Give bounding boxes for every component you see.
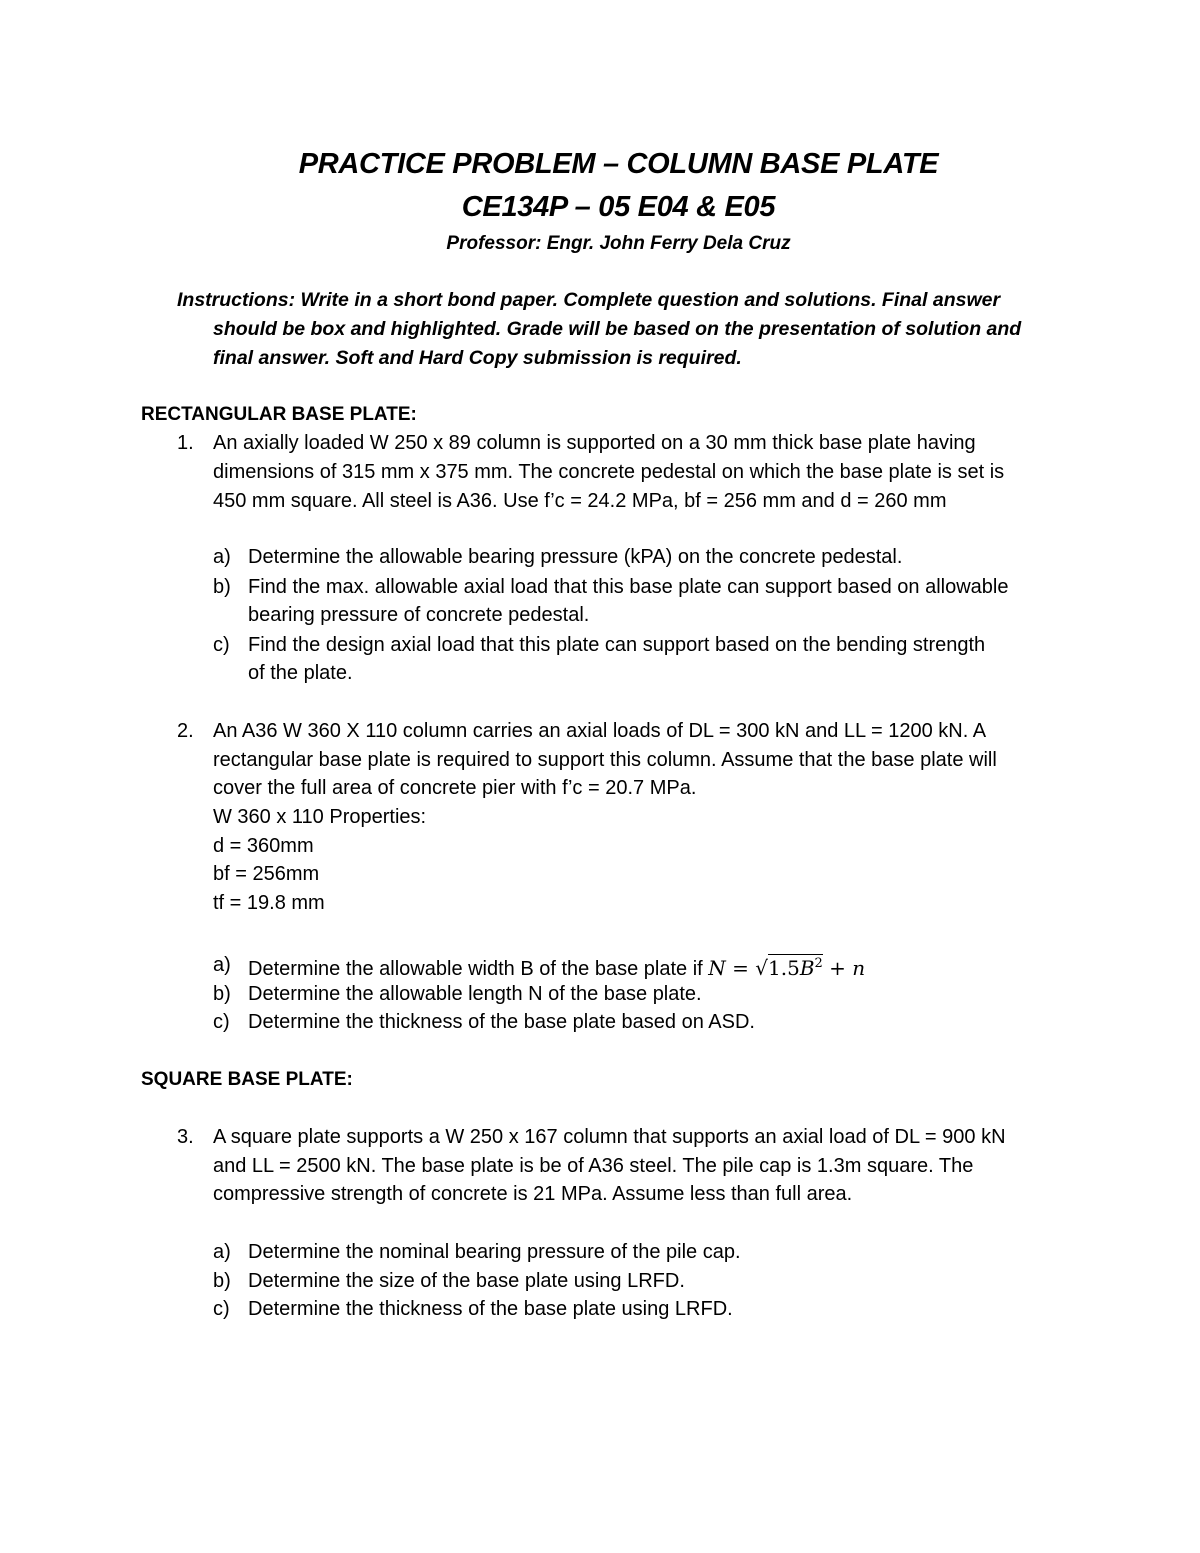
width-formula: $N = √1.5B^2 + n$ — [708, 956, 866, 980]
problem-2-part-a — [248, 954, 865, 981]
problem-3-line-3: compressive strength of concrete is 21 MPa. Assume less than full area. — [213, 1183, 853, 1205]
problem-2-part-c: Determine the thickness of the base plate based on ASD. — [248, 1011, 755, 1033]
problem-number: 2. — [177, 720, 194, 742]
instructions-line-1: Instructions: Write in a short bond paper. Complete question and solutions. Final answer — [177, 289, 1001, 311]
part-label: a) — [213, 1241, 231, 1263]
problem-2-part-a-text: Determine the allowable width B of the base plate if — [248, 958, 703, 980]
properties-heading: W 360 x 110 Properties: — [213, 806, 427, 828]
part-label: a) — [213, 546, 231, 568]
problem-2-line-3: cover the full area of concrete pier with f’c = 20.7 MPa. — [213, 777, 697, 799]
problem-3-part-a: Determine the nominal bearing pressure of the pile cap. — [248, 1241, 741, 1263]
part-label: b) — [213, 1270, 231, 1292]
professor-name: Professor: Engr. John Ferry Dela Cruz — [446, 233, 791, 254]
course-code: CE134P – 05 E04 & E05 — [461, 191, 776, 223]
problem-3-line-2: and LL = 2500 kN. The base plate is be of A36 steel. The pile cap is 1.3m square. The — [213, 1155, 974, 1177]
part-label: c) — [213, 634, 230, 656]
problem-1-part-c-line-1: Find the design axial load that this plate can support based on the bending strength — [248, 634, 986, 656]
property-d: d = 360mm — [213, 835, 314, 857]
property-tf: tf = 19.8 mm — [213, 892, 325, 914]
problem-3-line-1: A square plate supports a W 250 x 167 column that supports an axial load of DL = 900 kN — [213, 1126, 1006, 1148]
part-label: b) — [213, 576, 231, 598]
problem-number: 1. — [177, 432, 194, 454]
problem-1-line-1: An axially loaded W 250 x 89 column is supported on a 30 mm thick base plate having — [213, 432, 976, 454]
problem-1-part-b-line-2: bearing pressure of concrete pedestal. — [248, 604, 590, 626]
problem-number: 3. — [177, 1126, 194, 1148]
part-label: a) — [213, 954, 231, 976]
document-title: PRACTICE PROBLEM – COLUMN BASE PLATE — [298, 148, 939, 180]
part-label: c) — [213, 1011, 230, 1033]
instructions-line-2: should be box and highlighted. Grade will be based on the presentation of solution and — [213, 318, 1022, 340]
problem-1-part-c-line-2: of the plate. — [248, 662, 353, 684]
problem-1-part-b-line-1: Find the max. allowable axial load that this base plate can support based on allowable — [248, 576, 1009, 598]
part-label: b) — [213, 983, 231, 1005]
problem-1-line-2: dimensions of 315 mm x 375 mm. The concrete pedestal on which the base plate is set is — [213, 461, 1005, 483]
problem-3-part-b: Determine the size of the base plate using LRFD. — [248, 1270, 685, 1292]
square-root-icon: √ — [755, 956, 769, 980]
problem-1-part-a: Determine the allowable bearing pressure (kPA) on the concrete pedestal. — [248, 546, 903, 568]
problem-2-part-b: Determine the allowable length N of the base plate. — [248, 983, 702, 1005]
problem-3-part-c: Determine the thickness of the base plate using LRFD. — [248, 1298, 733, 1320]
problem-1-line-3: 450 mm square. All steel is A36. Use f’c = 24.2 MPa, bf = 256 mm and d = 260 mm — [213, 490, 947, 512]
property-bf: bf = 256mm — [213, 863, 320, 885]
problem-2-line-2: rectangular base plate is required to support this column. Assume that the base plate will — [213, 749, 997, 771]
part-label: c) — [213, 1298, 230, 1320]
section-heading-square: SQUARE BASE PLATE: — [141, 1069, 353, 1090]
radicand: $1.5B^2$ — [768, 956, 823, 980]
section-heading-rectangular: RECTANGULAR BASE PLATE: — [141, 404, 417, 425]
problem-2-line-1: An A36 W 360 X 110 column carries an axial loads of DL = 300 kN and LL = 1200 kN. A — [213, 720, 987, 742]
instructions-line-3: final answer. Soft and Hard Copy submission is required. — [213, 347, 742, 369]
